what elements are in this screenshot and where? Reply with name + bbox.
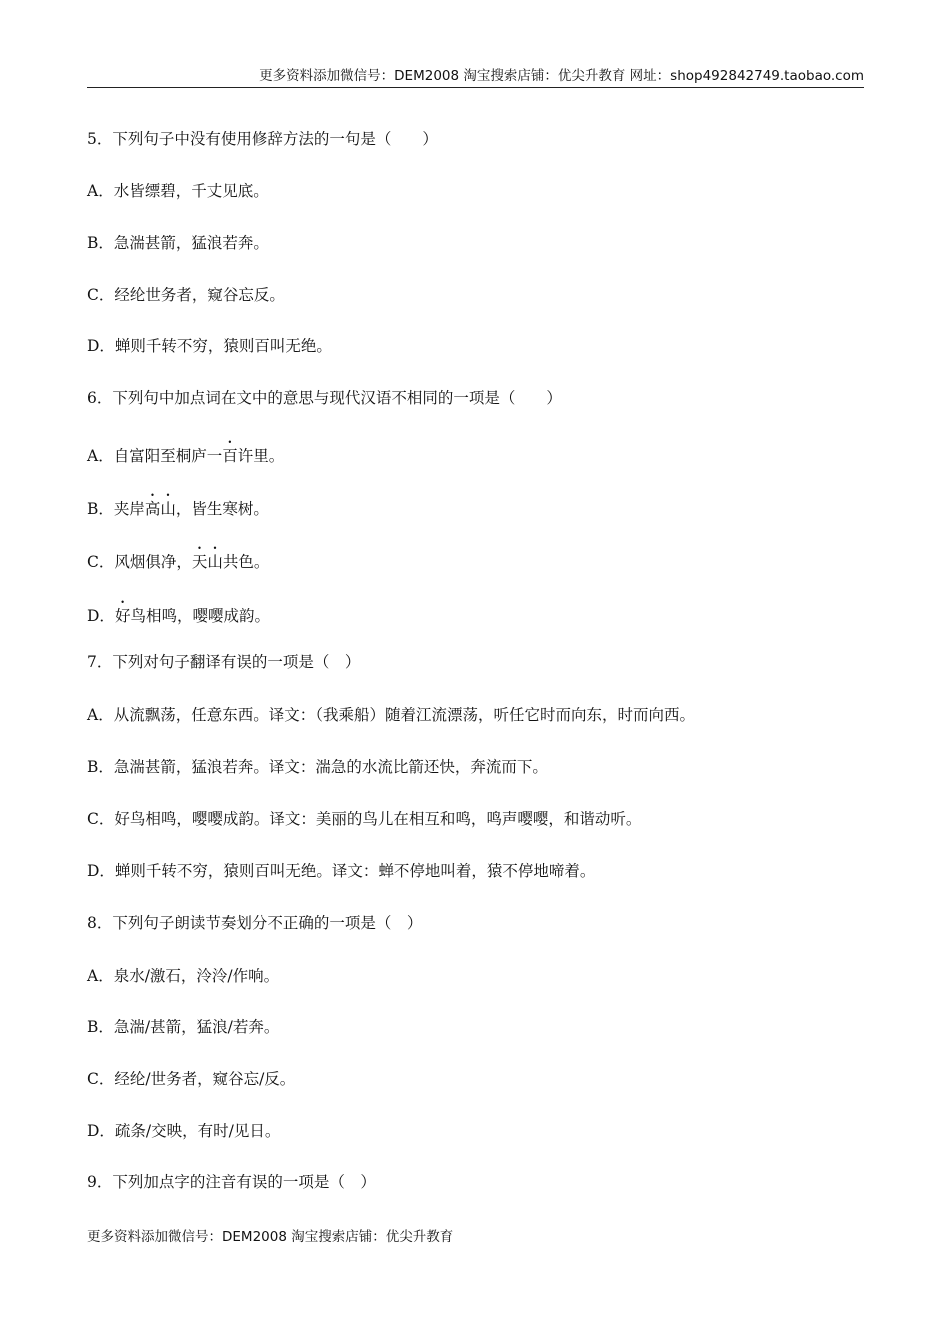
- option-text: D．: [87, 607, 115, 625]
- option-text: 许里。: [237, 447, 285, 465]
- option-text: 鸟相鸣，嘤嘤成韵。: [130, 607, 270, 625]
- question-5-option-c: C．经纶世务者，窥谷忘反。: [87, 286, 285, 304]
- question-7-option-d: D．蝉则千转不穷，猿则百叫无绝。译文：蝉不停地叫着，猿不停地啼着。: [87, 862, 596, 880]
- question-5-option-d: D．蝉则千转不穷，猿则百叫无绝。: [87, 337, 332, 355]
- question-6-stem: 6．下列句中加点词在文中的意思与现代汉语不相同的一项是（ ）: [87, 389, 562, 407]
- question-7-option-b: B．急湍甚箭，猛浪若奔。译文：湍急的水流比箭还快，奔流而下。: [87, 758, 548, 776]
- question-7-option-c: C．好鸟相鸣，嘤嘤成韵。译文：美丽的鸟儿在相互和鸣，鸣声嘤嘤，和谐动听。: [87, 810, 642, 828]
- option-text: ，皆生寒树。: [175, 500, 269, 518]
- question-8-option-d: D．疏条/交映，有时/见日。: [87, 1122, 281, 1140]
- question-6-option-a: [87, 438, 284, 467]
- question-8-stem: 8．下列句子朗读节奏划分不正确的一项是（ ）: [87, 914, 423, 932]
- question-6-option-b: [87, 491, 269, 520]
- header-divider: [87, 87, 864, 88]
- dotted-word: 天山: [191, 553, 223, 571]
- option-text: B．夹岸: [87, 500, 145, 518]
- page-footer: 更多资料添加微信号：DEM2008 淘宝搜索店铺：优尖升教育: [87, 1229, 454, 1245]
- question-5-stem: 5．下列句子中没有使用修辞方法的一句是（ ）: [87, 130, 438, 148]
- page-header: 更多资料添加微信号：DEM2008 淘宝搜索店铺：优尖升教育 网址：shop492842749.taobao.com: [259, 68, 864, 84]
- question-7-option-a: A．从流飘荡，任意东西。译文：（我乘船）随着江流漂荡，听任它时而向东，时而向西。: [87, 706, 695, 724]
- option-text: 共色。: [222, 553, 270, 571]
- question-8-option-c: C．经纶/世务者，窥谷忘/反。: [87, 1070, 296, 1088]
- option-text: A．自富阳至桐庐一: [87, 447, 223, 465]
- question-7-stem: 7．下列对句子翻译有误的一项是（ ）: [87, 653, 361, 671]
- question-6-option-c: [87, 544, 269, 573]
- dotted-word: 高山: [144, 500, 176, 518]
- question-8-option-a: A．泉水/激石，泠泠/作响。: [87, 967, 280, 985]
- option-text: C．风烟俱净，: [87, 553, 192, 571]
- question-5-option-a: A．水皆缥碧，千丈见底。: [87, 182, 269, 200]
- dotted-word: 好: [114, 607, 131, 625]
- question-8-option-b: B．急湍/甚箭，猛浪/若奔。: [87, 1018, 280, 1036]
- question-6-option-d: [87, 598, 270, 627]
- question-9-stem: 9．下列加点字的注音有误的一项是（ ）: [87, 1173, 376, 1191]
- dotted-word: 百: [222, 447, 238, 465]
- question-5-option-b: B．急湍甚箭，猛浪若奔。: [87, 234, 269, 252]
